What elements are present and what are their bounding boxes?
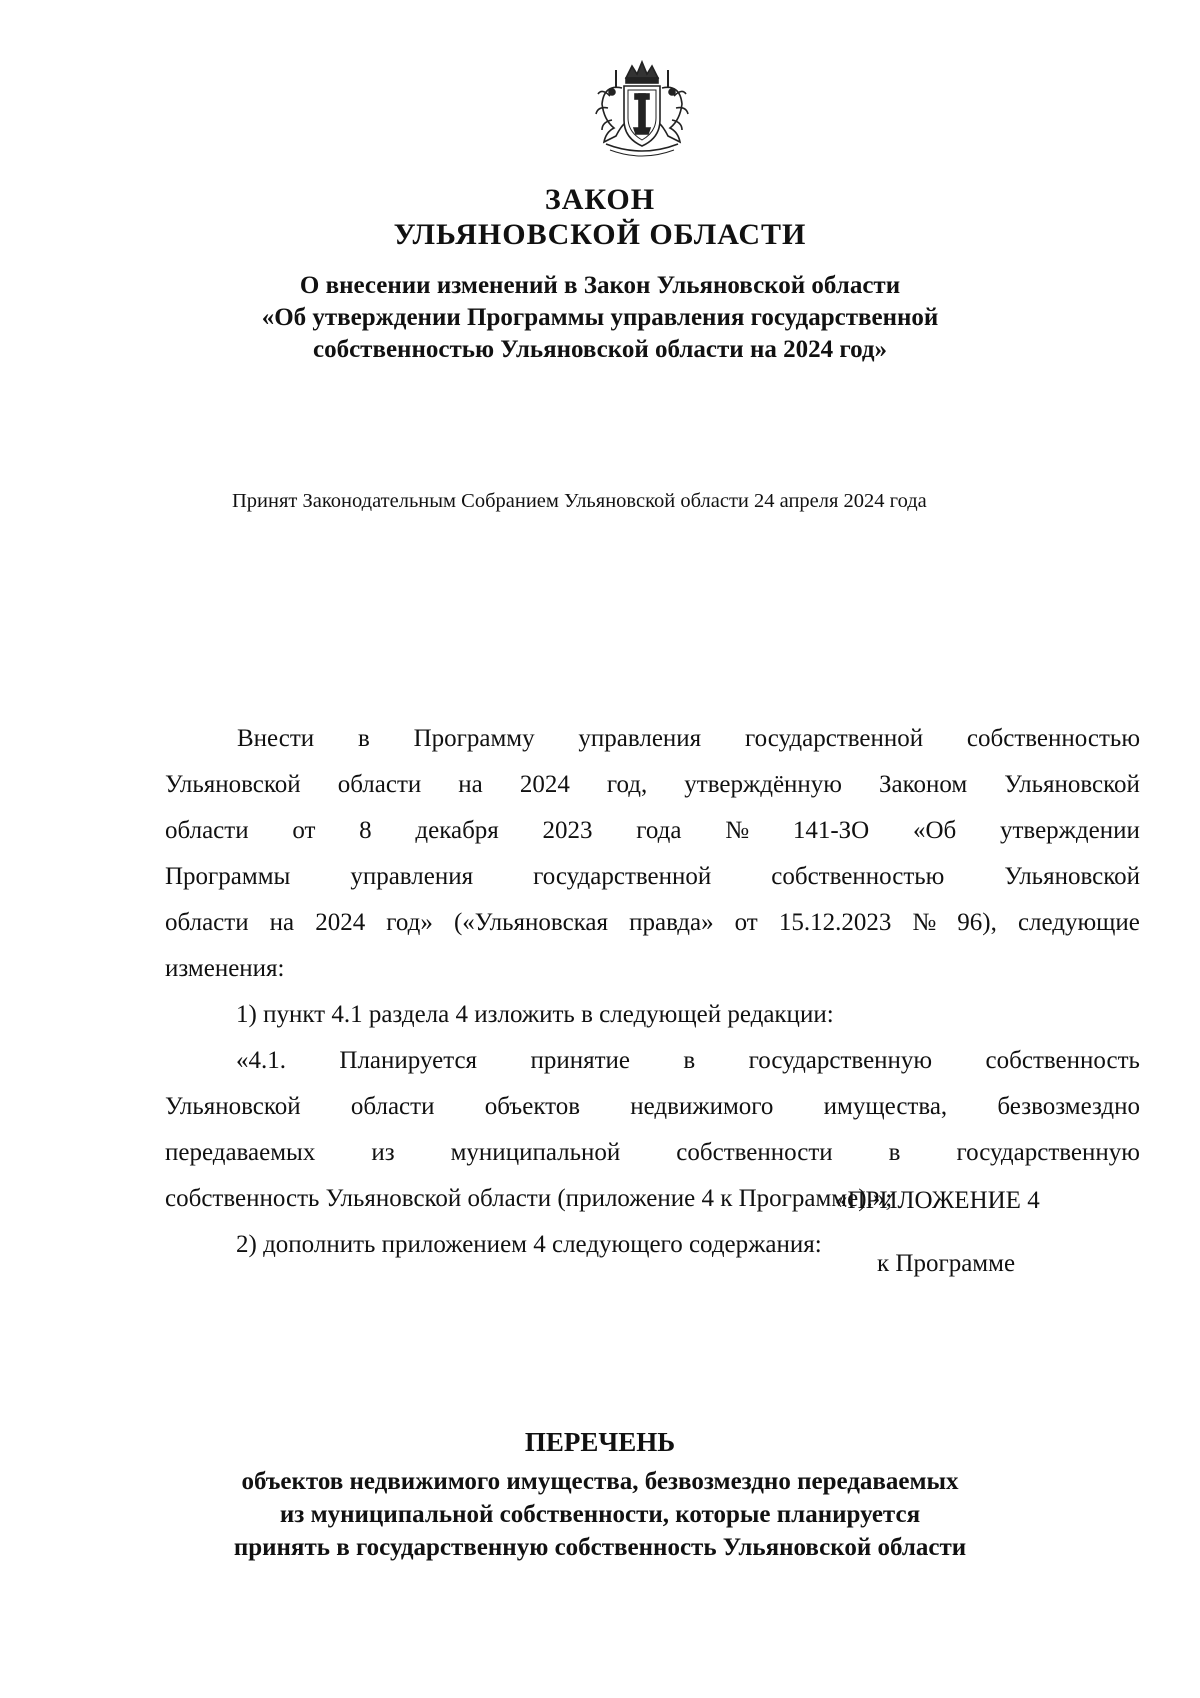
word: собственности	[676, 1139, 833, 1166]
adoption-note: Принят Законодательным Собранием Ульяновской области 24 апреля 2024 года	[232, 490, 927, 512]
list-subtitle-line: из муниципальной собственности, которые планируется	[279, 1501, 921, 1528]
word: Программу	[413, 725, 535, 752]
word: декабря	[415, 817, 499, 844]
word: собственностью	[966, 725, 1140, 752]
word: следующие	[1017, 909, 1140, 936]
word: 96),	[957, 909, 997, 936]
word: Ульяновской	[1004, 863, 1140, 890]
word: 15.12.2023	[778, 909, 892, 936]
list-subtitle	[0, 1465, 1200, 1564]
list-title: ПЕРЕЧЕНЬ	[524, 1427, 676, 1457]
justified-line	[165, 808, 1140, 854]
word: «4.1.	[236, 1047, 286, 1074]
word: 8	[359, 817, 372, 844]
word: «Об	[912, 817, 957, 844]
justified-line	[165, 1038, 1140, 1084]
word: муниципальной	[450, 1139, 621, 1166]
word: недвижимого	[630, 1093, 774, 1120]
word: 141-ЗО	[792, 817, 870, 844]
word: собственностью	[771, 863, 945, 890]
amendment-item-2: 2) дополнить приложением 4 следующего содержания:	[236, 1231, 822, 1258]
justified-line	[165, 1130, 1140, 1176]
law-subtitle	[0, 270, 1200, 366]
doc-type-heading: ЗАКОН	[544, 183, 656, 216]
list-subtitle-line: принять в государственную собственность Ульяновской области	[233, 1534, 967, 1561]
word: имущества,	[823, 1093, 948, 1120]
word: передаваемых	[165, 1139, 316, 1166]
quote-last-line: собственность Ульяновской области (приложение 4 к Программе).»;	[165, 1185, 893, 1212]
word: Программы	[165, 863, 291, 890]
word: год»	[386, 909, 433, 936]
word: правда»	[629, 909, 714, 936]
word: в	[357, 725, 370, 752]
word: государственную	[956, 1139, 1140, 1166]
word: на	[458, 771, 483, 798]
word: 2024	[315, 909, 366, 936]
justified-line	[165, 716, 1140, 762]
appendix-to-program: к Программе	[877, 1250, 1016, 1277]
word: области	[337, 771, 422, 798]
justified-line	[165, 900, 1140, 946]
word: Планируется	[339, 1047, 478, 1074]
word: №	[912, 909, 937, 936]
word: Ульяновской	[165, 771, 301, 798]
word: управления	[578, 725, 702, 752]
subtitle-line: собственностью Ульяновской области на 2024 год»	[312, 336, 888, 363]
word: 2023	[542, 817, 593, 844]
amendment-item-1: 1) пункт 4.1 раздела 4 изложить в следующей редакции:	[236, 1001, 834, 1028]
word: из	[371, 1139, 395, 1166]
word: 2024	[519, 771, 570, 798]
subtitle-line: О внесении изменений в Закон Ульяновской области	[299, 272, 901, 299]
word: области	[165, 909, 249, 936]
word: государственной	[744, 725, 924, 752]
word: от	[734, 909, 758, 936]
justified-line	[165, 1084, 1140, 1130]
word: области	[165, 817, 249, 844]
word: управления	[350, 863, 474, 890]
word: области	[350, 1093, 435, 1120]
region-heading: УЛЬЯНОВСКОЙ ОБЛАСТИ	[393, 218, 807, 251]
word: принятие	[530, 1047, 631, 1074]
word: утверждении	[999, 817, 1140, 844]
word: на	[269, 909, 295, 936]
word: («Ульяновская	[453, 909, 609, 936]
word: года	[636, 817, 682, 844]
appendix-label: «ПРИЛОЖЕНИЕ 4	[835, 1187, 1040, 1214]
main-paragraph	[165, 716, 1140, 1268]
word: в	[683, 1047, 696, 1074]
word: в	[888, 1139, 901, 1166]
word: год,	[606, 771, 648, 798]
word: безвозмездно	[997, 1093, 1140, 1120]
word: от	[292, 817, 316, 844]
word: государственную	[748, 1047, 933, 1074]
word: объектов	[484, 1093, 581, 1120]
word: собственность	[985, 1047, 1140, 1074]
word: Ульяновской	[165, 1093, 301, 1120]
subtitle-line: «Об утверждении Программы управления государственной	[261, 304, 939, 331]
word: Законом	[879, 771, 968, 798]
justified-line	[165, 762, 1140, 808]
coat-of-arms-icon	[590, 58, 694, 158]
paragraph-last-line: изменения:	[165, 955, 285, 982]
word: Ульяновской	[1004, 771, 1140, 798]
list-subtitle-line: объектов недвижимого имущества, безвозмездно передаваемых	[241, 1468, 959, 1495]
justified-line	[165, 854, 1140, 900]
word: Внести	[237, 725, 315, 752]
word: №	[725, 817, 750, 844]
word: утверждённую	[684, 771, 842, 798]
word: государственной	[533, 863, 712, 890]
